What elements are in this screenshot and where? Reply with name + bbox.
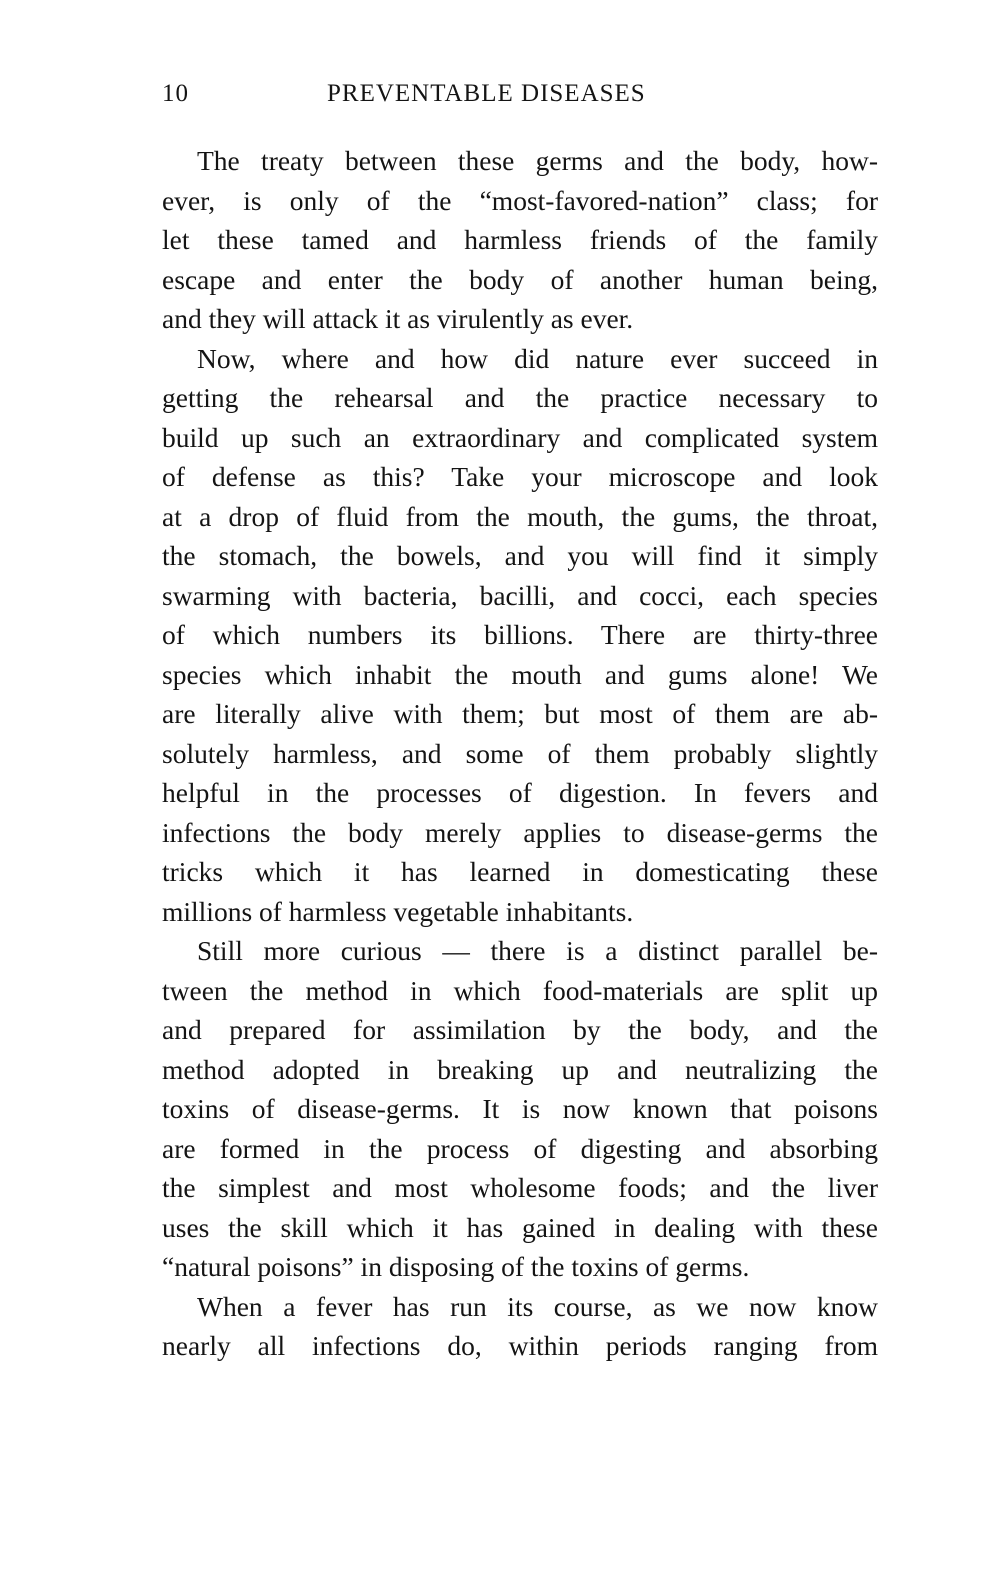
text-line: are literally alive with them; but most of them are ab- — [162, 698, 878, 729]
running-header — [162, 80, 878, 116]
text-line: build up such an extraordinary and complicated system — [162, 421, 878, 453]
running-title: PREVENTABLE DISEASES — [327, 80, 646, 107]
text-line: Still more curious — there is a distinct parallel be- — [197, 935, 878, 966]
text-line: solutely harmless, and some of them probably slightly — [162, 737, 878, 769]
text-line: Now, where and how did nature ever succeed in — [197, 342, 878, 374]
text-line: tricks which it has learned in domesticating these — [162, 856, 878, 887]
text-line: species which inhabit the mouth and gums alone! We — [162, 658, 878, 690]
text-line: and they will attack it as virulently as ever. — [162, 303, 634, 334]
text-line: toxins of disease-germs. It is now known that poisons — [162, 1093, 878, 1124]
text-line: “natural poisons” in disposing of the toxins of germs. — [162, 1251, 750, 1282]
text-line: the stomach, the bowels, and you will find it simply — [162, 540, 878, 571]
text-line: tween the method in which food-materials are split up — [162, 974, 878, 1006]
text-line: method adopted in breaking up and neutralizing the — [162, 1053, 878, 1085]
text-line: of defense as this? Take your microscope and look — [162, 461, 878, 492]
text-line: helpful in the processes of digestion. In fevers and — [162, 777, 878, 808]
paragraph — [162, 1287, 878, 1366]
page-number: 10 — [162, 80, 189, 107]
text-line: at a drop of fluid from the mouth, the gums, the throat, — [162, 500, 878, 532]
text-line: nearly all infections do, within periods ranging from — [162, 1330, 878, 1361]
text-line: of which numbers its billions. There are thirty-three — [162, 619, 878, 650]
text-line: let these tamed and harmless friends of the family — [162, 224, 878, 255]
text-line: millions of harmless vegetable inhabitants. — [162, 895, 634, 927]
paragraph — [162, 339, 878, 932]
text-line: getting the rehearsal and the practice necessary to — [162, 382, 878, 413]
text-line: and prepared for assimilation by the body, and the — [162, 1014, 878, 1045]
text-line: the simplest and most wholesome foods; and the liver — [162, 1172, 878, 1203]
paragraph — [162, 931, 878, 1287]
text-line: swarming with bacteria, bacilli, and cocci, each species — [162, 579, 878, 611]
text-line: uses the skill which it has gained in dealing with these — [162, 1211, 878, 1243]
text-line: are formed in the process of digesting and absorbing — [162, 1132, 878, 1164]
text-line: infections the body merely applies to disease-germs the — [162, 816, 878, 848]
page-body-text — [162, 141, 878, 1366]
text-line: When a fever has run its course, as we now know — [197, 1290, 878, 1322]
text-line: ever, is only of the “most-favored-nation” class; for — [162, 184, 878, 216]
text-line: The treaty between these germs and the body, how- — [197, 145, 878, 176]
text-line: escape and enter the body of another human being, — [162, 263, 878, 295]
paragraph — [162, 141, 878, 339]
